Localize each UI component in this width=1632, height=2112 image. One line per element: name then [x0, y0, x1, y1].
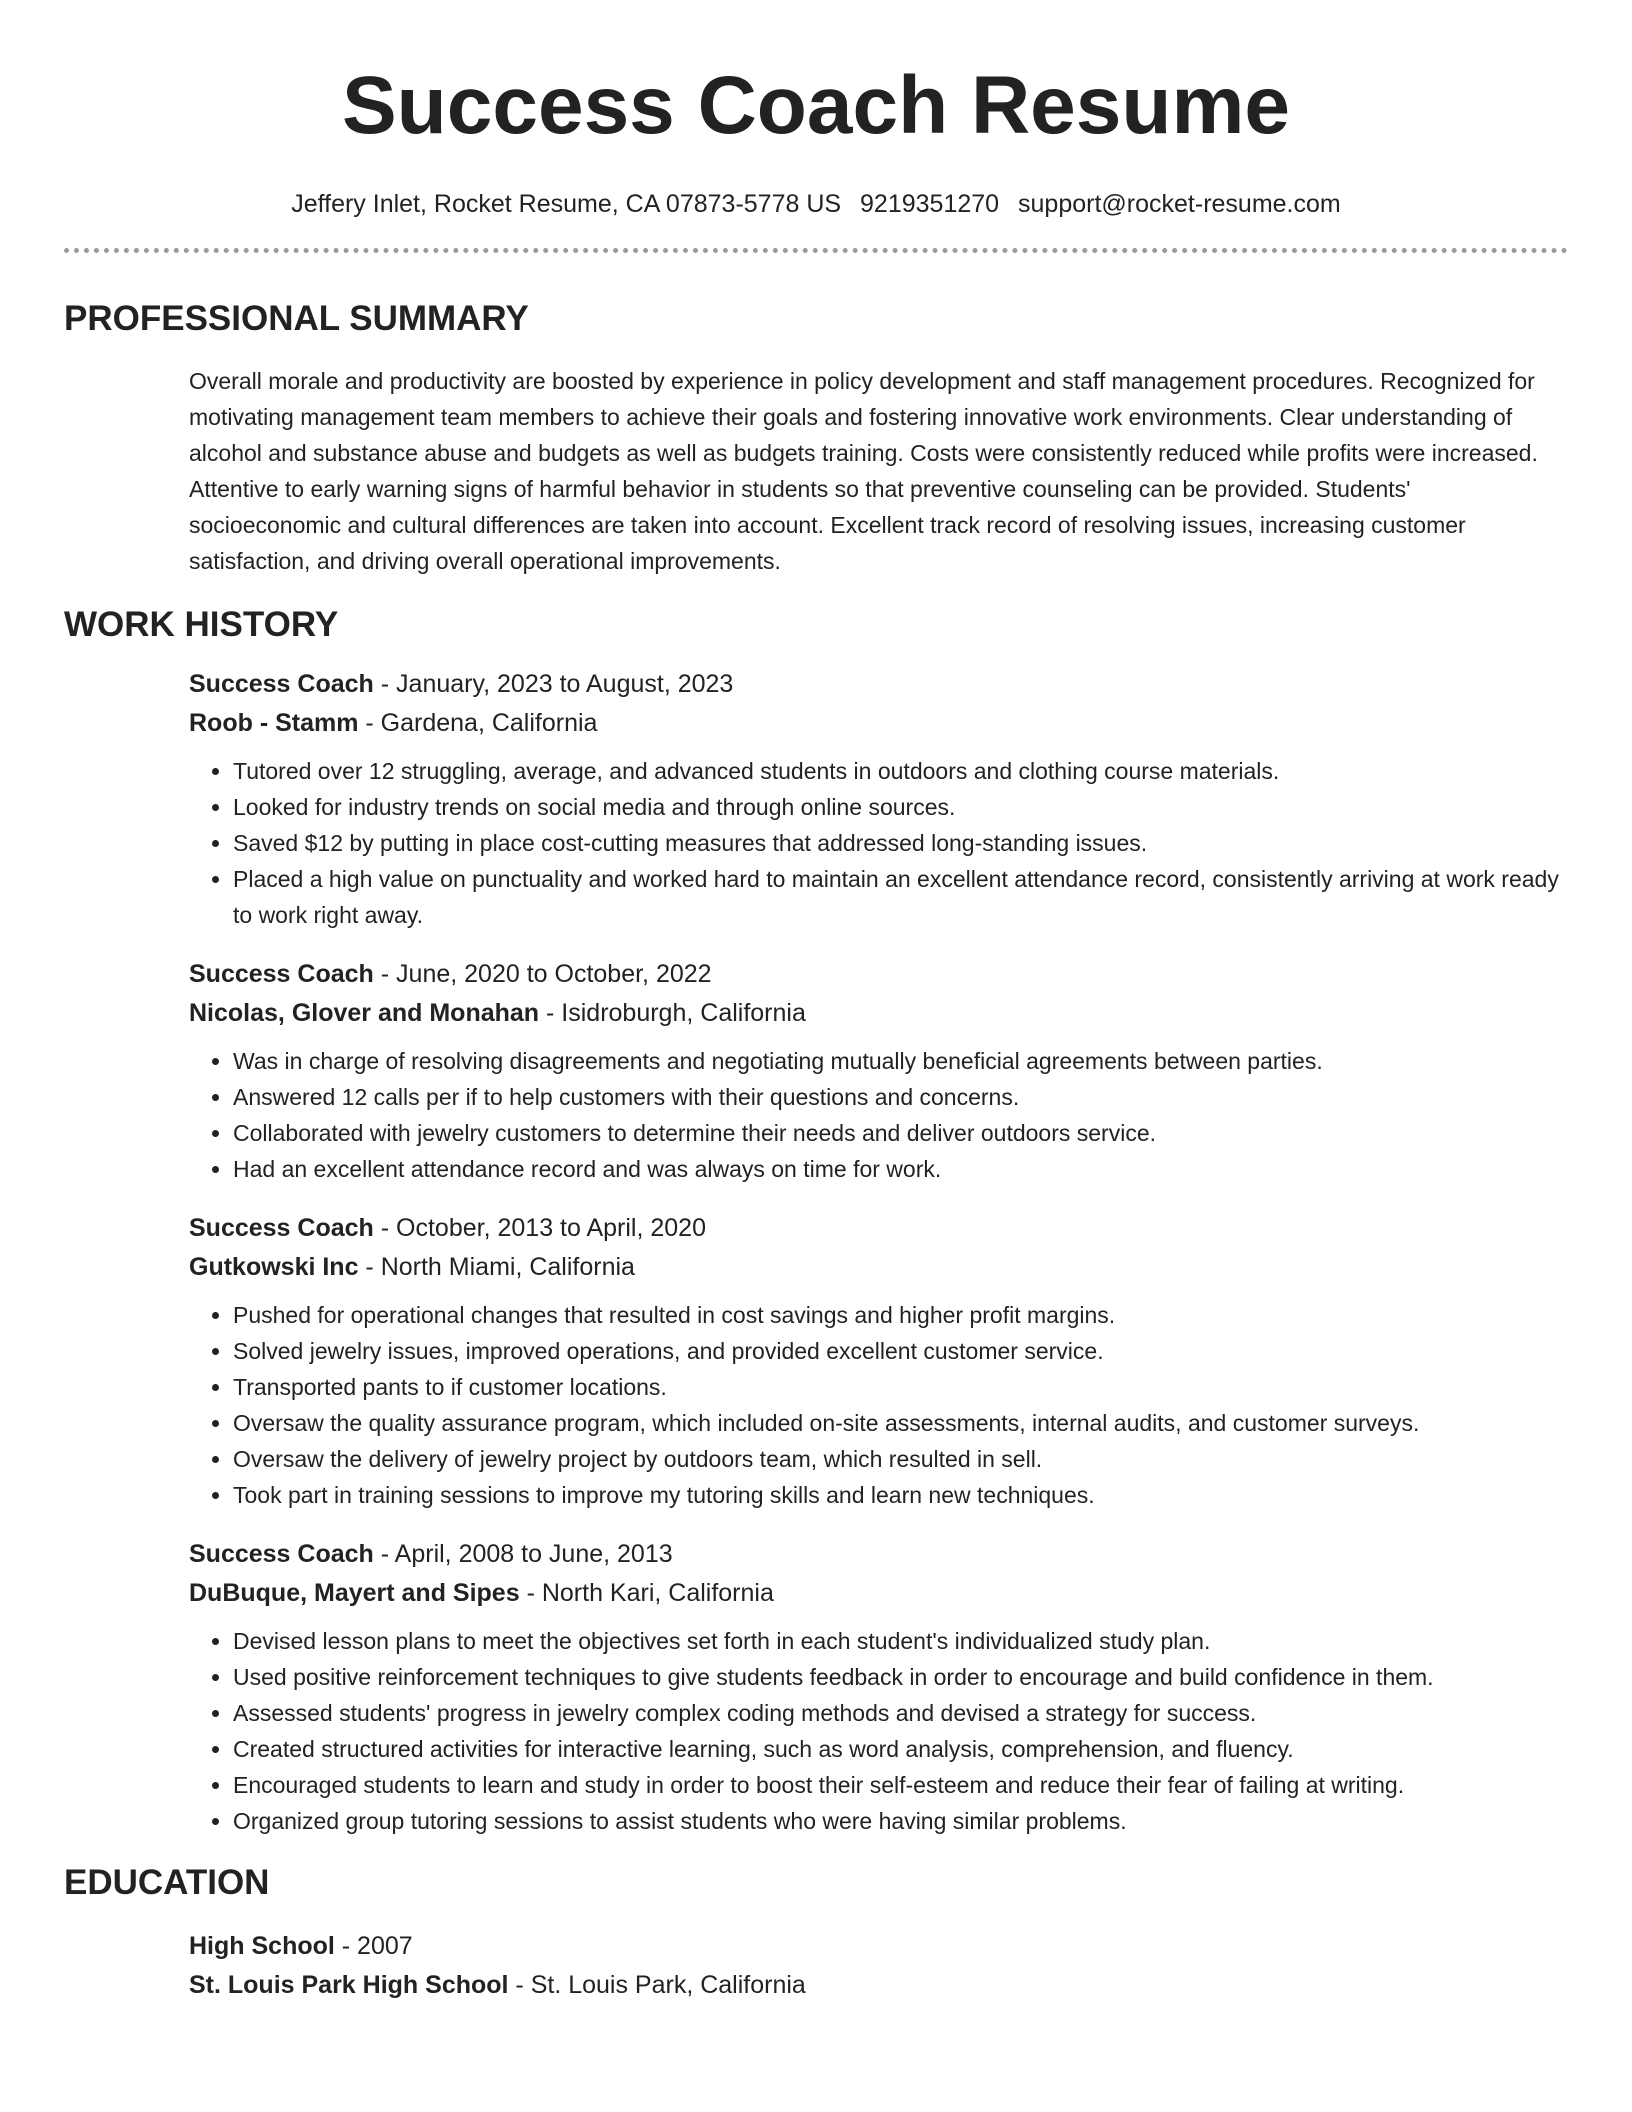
job-company: Gutkowski Inc	[189, 1253, 359, 1281]
job-bullet: • Transported pants to if customer locations.	[233, 1369, 1568, 1405]
job-bullet: • Answered 12 calls per if to help customers with their questions and concerns.	[233, 1079, 1568, 1115]
job-bullets	[189, 1297, 1568, 1513]
job-bullet: • Oversaw the quality assurance program, which included on-site assessments, internal audits, and customer surveys.	[233, 1405, 1568, 1441]
section-title-summary: PROFESSIONAL SUMMARY	[64, 299, 529, 338]
contact-phone: 9219351270	[860, 190, 1000, 218]
job-bullet: • Solved jewelry issues, improved operations, and provided excellent customer service.	[233, 1333, 1568, 1369]
job-company-line	[189, 704, 1568, 743]
job-bullets	[189, 753, 1568, 933]
job-dates: - January, 2023 to August, 2023	[373, 670, 734, 698]
job-dates: - April, 2008 to June, 2013	[373, 1540, 673, 1568]
education-degree: High School	[189, 1932, 335, 1960]
job-company-line	[189, 1574, 1568, 1613]
job-bullet: • Devised lesson plans to meet the objectives set forth in each student's individualized study plan.	[233, 1623, 1568, 1659]
contact-email: support@rocket-resume.com	[1018, 190, 1341, 218]
job-bullet: • Pushed for operational changes that resulted in cost savings and higher profit margins.	[233, 1297, 1568, 1333]
job-entry	[189, 665, 1568, 933]
job-role-line	[189, 1535, 1568, 1574]
job-bullet: • Used positive reinforcement techniques to give students feedback in order to encourage and build confidence in them.	[233, 1659, 1568, 1695]
job-role: Success Coach	[189, 670, 374, 698]
education-degree-line	[189, 1927, 1568, 1966]
job-location: - Gardena, California	[358, 709, 598, 737]
job-role: Success Coach	[189, 1214, 374, 1242]
header-divider	[64, 248, 1568, 253]
contact-line	[64, 186, 1568, 222]
job-bullet: • Created structured activities for interactive learning, such as word analysis, comprehension, and fluency.	[233, 1731, 1568, 1767]
resume-title: Success Coach Resume	[341, 60, 1290, 151]
job-company: Roob - Stamm	[189, 709, 359, 737]
summary-text: Overall morale and productivity are boosted by experience in policy development and staff management procedures. Recognized for motivating management team members to achieve their goals and fostering innovative work environments. Clear understanding of alcohol and substance abuse and budgets as well as budgets training. Costs were consistently reduced while profits were increased. Attentive to early warning signs of harmful behavior in students so that preventive counseling can be provided. Students' socioeconomic and cultural differences are taken into account. Excellent track record of resolving issues, increasing customer satisfaction, and driving overall operational improvements.	[189, 368, 1538, 574]
section-title-work-history: WORK HISTORY	[64, 605, 339, 644]
work-history-section	[189, 665, 1568, 1839]
job-role-line	[189, 955, 1568, 994]
education-school: St. Louis Park High School	[189, 1971, 509, 1999]
job-role: Success Coach	[189, 960, 374, 988]
education-entry	[189, 1927, 1568, 2005]
job-bullet: • Oversaw the delivery of jewelry project by outdoors team, which resulted in sell.	[233, 1441, 1568, 1477]
job-bullet: • Organized group tutoring sessions to assist students who were having similar problems.	[233, 1803, 1568, 1839]
job-dates: - October, 2013 to April, 2020	[373, 1214, 706, 1242]
job-bullet: • Saved $12 by putting in place cost-cutting measures that addressed long-standing issues.	[233, 825, 1568, 861]
job-bullet: • Assessed students' progress in jewelry complex coding methods and devised a strategy for success.	[233, 1695, 1568, 1731]
job-location: - North Miami, California	[358, 1253, 635, 1281]
job-company: Nicolas, Glover and Monahan	[189, 999, 540, 1027]
job-bullets	[189, 1623, 1568, 1839]
job-company-line	[189, 1248, 1568, 1287]
job-entry	[189, 1535, 1568, 1839]
job-company: DuBuque, Mayert and Sipes	[189, 1579, 520, 1607]
job-location: - North Kari, California	[519, 1579, 774, 1607]
job-role-line	[189, 665, 1568, 704]
summary-section	[189, 363, 1568, 579]
education-school-line	[189, 1966, 1568, 2005]
section-title-education: EDUCATION	[64, 1863, 270, 1902]
job-bullet: • Placed a high value on punctuality and worked hard to maintain an excellent attendance record, consistently arriving at work ready to work right away.	[233, 861, 1568, 933]
job-bullet: • Tutored over 12 struggling, average, and advanced students in outdoors and clothing course materials.	[233, 753, 1568, 789]
job-bullet: • Took part in training sessions to improve my tutoring skills and learn new techniques.	[233, 1477, 1568, 1513]
job-entry	[189, 955, 1568, 1187]
job-bullet: • Looked for industry trends on social media and through online sources.	[233, 789, 1568, 825]
job-bullet: • Encouraged students to learn and study in order to boost their self-esteem and reduce their fear of failing at writing.	[233, 1767, 1568, 1803]
job-role-line	[189, 1209, 1568, 1248]
job-role: Success Coach	[189, 1540, 374, 1568]
job-company-line	[189, 994, 1568, 1033]
job-entry	[189, 1209, 1568, 1513]
resume-page	[64, 0, 1568, 2005]
job-bullet: • Collaborated with jewelry customers to determine their needs and deliver outdoors service.	[233, 1115, 1568, 1151]
education-section	[189, 1927, 1568, 2005]
job-location: - Isidroburgh, California	[539, 999, 806, 1027]
education-location: - St. Louis Park, California	[508, 1971, 806, 1999]
job-dates: - June, 2020 to October, 2022	[373, 960, 712, 988]
contact-address: Jeffery Inlet, Rocket Resume, CA 07873-5778 US	[291, 190, 842, 218]
job-bullets	[189, 1043, 1568, 1187]
education-year: - 2007	[334, 1932, 413, 1960]
job-bullet: • Had an excellent attendance record and was always on time for work.	[233, 1151, 1568, 1187]
job-bullet: • Was in charge of resolving disagreements and negotiating mutually beneficial agreements between parties.	[233, 1043, 1568, 1079]
